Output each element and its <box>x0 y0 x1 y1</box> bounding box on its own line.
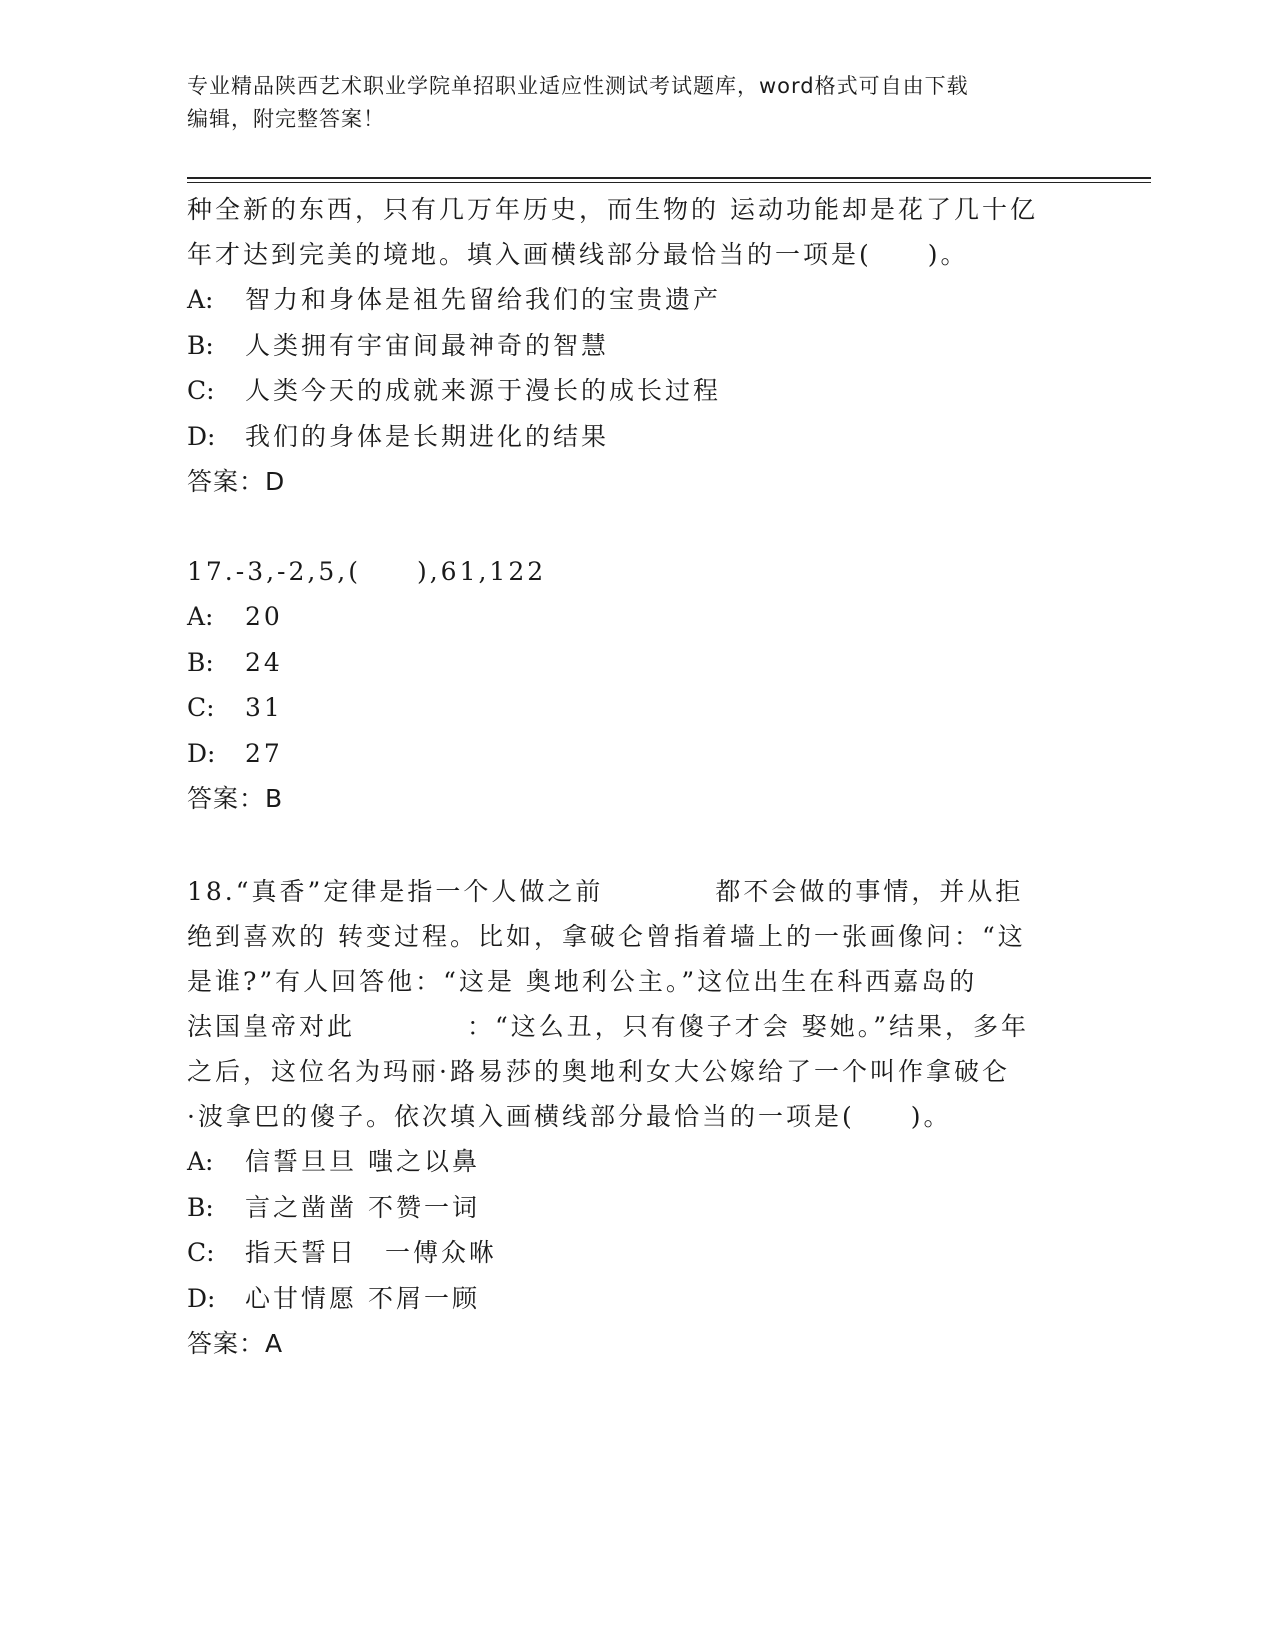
option-key: A: <box>187 285 214 314</box>
option-key: D: <box>187 738 216 768</box>
option-key: B: <box>187 1192 214 1222</box>
header-divider-thin <box>187 182 1151 183</box>
answer-line: 答案：B <box>187 784 284 813</box>
question-text-line: 法国皇帝对此 ：“这么丑，只有傻子才会 娶她。”结果，多年 <box>187 1012 1030 1041</box>
question-text-line: 绝到喜欢的 转变过程。比如，拿破仑曾指着墙上的一张画像问：“这 <box>187 922 1026 951</box>
question-text-line: 之后，这位名为玛丽·路易莎的奥地利女大公嫁给了一个叫作拿破仑 <box>187 1057 1010 1086</box>
option-d <box>187 414 1087 460</box>
option-key: D: <box>187 1283 216 1313</box>
option-text: 智力和身体是祖先留给我们的宝贵遗产 <box>245 285 722 314</box>
option-key: B: <box>187 647 214 677</box>
option-c <box>187 368 1087 414</box>
option-b <box>187 640 1087 686</box>
question-18 <box>187 869 1087 1366</box>
option-text: 24 <box>245 647 283 677</box>
header-line-2: 编辑，附完整答案！ <box>187 107 385 131</box>
option-a <box>187 594 1087 640</box>
page-header <box>187 70 1067 136</box>
option-c <box>187 685 1087 731</box>
spacer <box>187 504 1087 549</box>
option-text: 27 <box>245 738 283 768</box>
header-divider-thick <box>187 177 1151 179</box>
option-text: 信誓旦旦 嗤之以鼻 <box>245 1147 480 1176</box>
option-key: C: <box>187 376 215 405</box>
spacer <box>187 821 1087 869</box>
option-c <box>187 1230 1087 1276</box>
question-text-line: 是谁?”有人回答他：“这是 奥地利公主。”这位出生在科西嘉岛的 <box>187 967 978 996</box>
question-text-line: 种全新的东西，只有几万年历史，而生物的 运动功能却是花了几十亿 <box>187 195 1038 224</box>
option-key: A: <box>187 602 214 631</box>
option-key: A: <box>187 1147 214 1176</box>
option-text: 人类今天的成就来源于漫长的成长过程 <box>245 376 722 405</box>
option-text: 31 <box>245 693 283 722</box>
option-text: 人类拥有宇宙间最神奇的智慧 <box>245 330 610 360</box>
option-key: C: <box>187 693 215 722</box>
question-text-line: 18.“真香”定律是指一个人做之前 都不会做的事情，并从拒 <box>187 877 1024 906</box>
option-key: C: <box>187 1238 215 1267</box>
question-text-line: 17.-3,-2,5,( ),61,122 <box>187 557 547 586</box>
option-text: 指天誓日 一傅众咻 <box>245 1238 498 1267</box>
option-d <box>187 1276 1087 1322</box>
option-b <box>187 1185 1087 1231</box>
question-16 <box>187 187 1087 504</box>
option-text: 心甘情愿 不屑一顾 <box>245 1283 480 1313</box>
answer-line: 答案：D <box>187 467 286 496</box>
option-b <box>187 323 1087 369</box>
question-17 <box>187 549 1087 821</box>
document-body <box>187 187 1087 1366</box>
option-text: 20 <box>245 602 283 631</box>
option-a <box>187 1139 1087 1185</box>
option-text: 我们的身体是长期进化的结果 <box>245 421 610 451</box>
option-d <box>187 731 1087 777</box>
answer-line: 答案：A <box>187 1329 284 1358</box>
header-line-1: 专业精品陕西艺术职业学院单招职业适应性测试考试题库，word格式可自由下载 <box>187 74 969 98</box>
option-key: B: <box>187 330 214 360</box>
option-key: D: <box>187 421 216 451</box>
question-text-line: ·波拿巴的傻子。依次填入画横线部分最恰当的一项是( )。 <box>187 1102 952 1131</box>
option-a <box>187 277 1087 323</box>
option-text: 言之凿凿 不赞一词 <box>245 1192 480 1222</box>
question-text-line: 年才达到完美的境地。填入画横线部分最恰当的一项是( )。 <box>187 240 969 269</box>
